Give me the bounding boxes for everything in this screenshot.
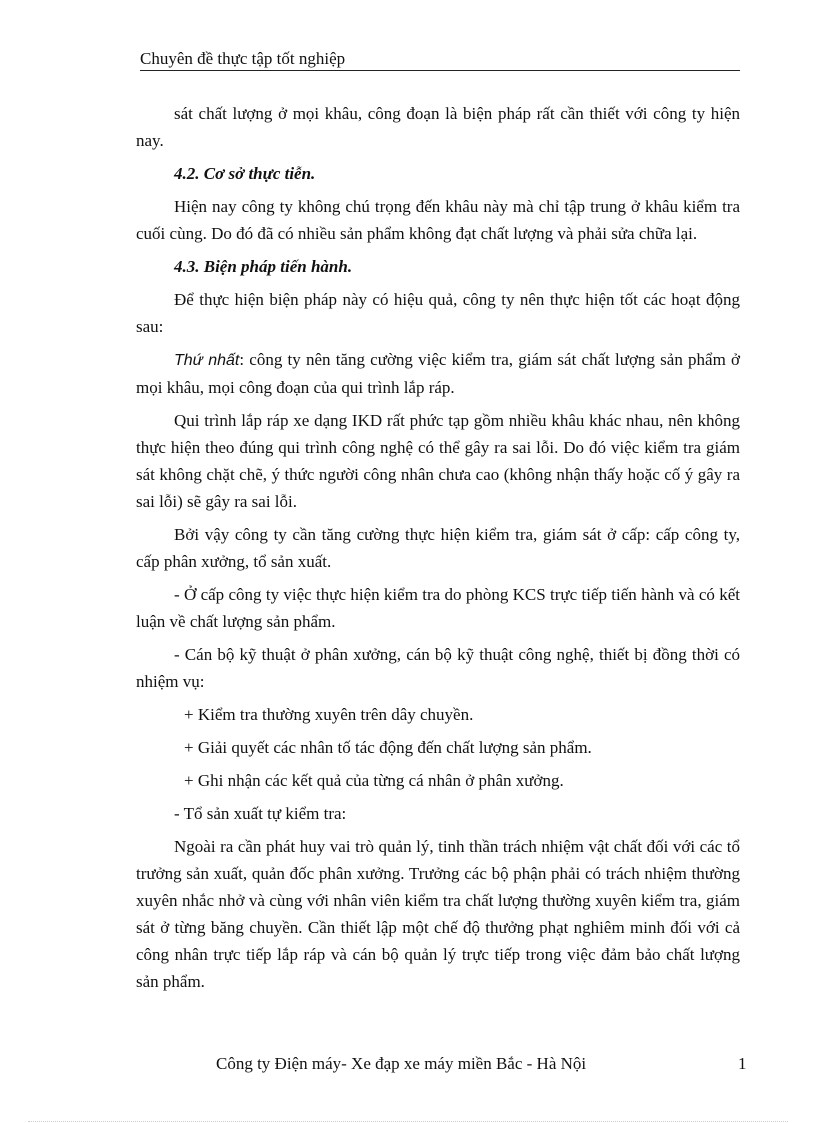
paragraph-technical-staff: - Cán bộ kỹ thuật ở phân xưởng, cán bộ kỹ thuật công nghệ, thiết bị đồng thời có nhiệm vụ: xyxy=(136,645,740,691)
document-body xyxy=(136,100,740,1001)
paragraph-assembly-process: Qui trình lắp ráp xe dạng IKD rất phức tạp gồm nhiều khâu khác nhau, nên không thực hiện theo đúng qui trình công nghệ có thể gây ra sai lỗi. Do đó việc kiểm tra giám sát không chặt chẽ, ý thức người công nhân chưa cao (không nhận thấy hoặc cố ý gây ra sai lỗi) sẽ gây ra sai lỗi. xyxy=(136,411,740,511)
first-label: Thứ nhất xyxy=(174,352,240,369)
first-measure-text: : công ty nên tăng cường việc kiểm tra, giám sát chất lượng sản phẩm ở mọi khâu, mọi công đoạn của qui trình lắp ráp. xyxy=(136,350,740,397)
section-heading-4-3: 4.3. Biện pháp tiến hành. xyxy=(174,257,353,276)
paragraph-company-level: - Ở cấp công ty việc thực hiện kiểm tra do phòng KCS trực tiếp tiến hành và có kết luận về chất lượng sản phẩm. xyxy=(136,585,740,631)
bullet-item: + Ghi nhận các kết quả của từng cá nhân ở phân xưởng. xyxy=(184,771,564,790)
footer-company: Công ty Điện máy- Xe đạp xe máy miền Bắc - Hà Nội xyxy=(216,1054,587,1073)
paragraph-practical-basis: Hiện nay công ty không chú trọng đến khâu này mà chỉ tập trung ở khâu kiểm tra cuối cùng. Do đó đã có nhiều sản phẩm không đạt chất lượng và phải sửa chữa lại. xyxy=(136,197,740,243)
header-title: Chuyên đề thực tập tốt nghiệp xyxy=(140,49,346,68)
bullet-item: + Kiểm tra thường xuyên trên dây chuyền. xyxy=(184,705,474,724)
bullet-item: + Giải quyết các nhân tố tác động đến chất lượng sản phẩm. xyxy=(184,738,592,757)
paragraph-intro-measures: Để thực hiện biện pháp này có hiệu quả, công ty nên thực hiện tốt các hoạt động sau: xyxy=(136,290,740,336)
paragraph-inspection-levels: Bởi vậy công ty cần tăng cường thực hiện kiểm tra, giám sát ở cấp: cấp công ty, cấp phân xưởng, tổ sản xuất. xyxy=(136,525,740,571)
paragraph-team-self-check: - Tổ sản xuất tự kiểm tra: xyxy=(174,804,347,823)
running-header xyxy=(140,49,740,71)
paragraph-management-role: Ngoài ra cần phát huy vai trò quản lý, tinh thần trách nhiệm vật chất đối với các tổ trưởng sản xuất, quản đốc phân xưởng. Trưởng các bộ phận phải có trách nhiệm thường xuyên nhắc nhở và cùng với nhân viên kiểm tra chất lượng thường xuyên kiểm tra, giám sát ở từng băng chuyền. Cần thiết lập một chế độ thưởng phạt nghiêm minh đối với cả công nhân trực tiếp lắp ráp và cán bộ quản lý trực tiếp trong việc đảm bảo chất lượng sản phẩm. xyxy=(136,837,740,991)
paragraph-continuation: sát chất lượng ở mọi khâu, công đoạn là biện pháp rất cần thiết với công ty hiện nay. xyxy=(136,104,740,150)
paragraph-first-measure xyxy=(136,346,740,401)
section-heading-4-2: 4.2. Cơ sở thực tiễn. xyxy=(174,164,316,183)
page-bottom-divider xyxy=(28,1121,788,1122)
page-number: 1 xyxy=(738,1054,747,1073)
